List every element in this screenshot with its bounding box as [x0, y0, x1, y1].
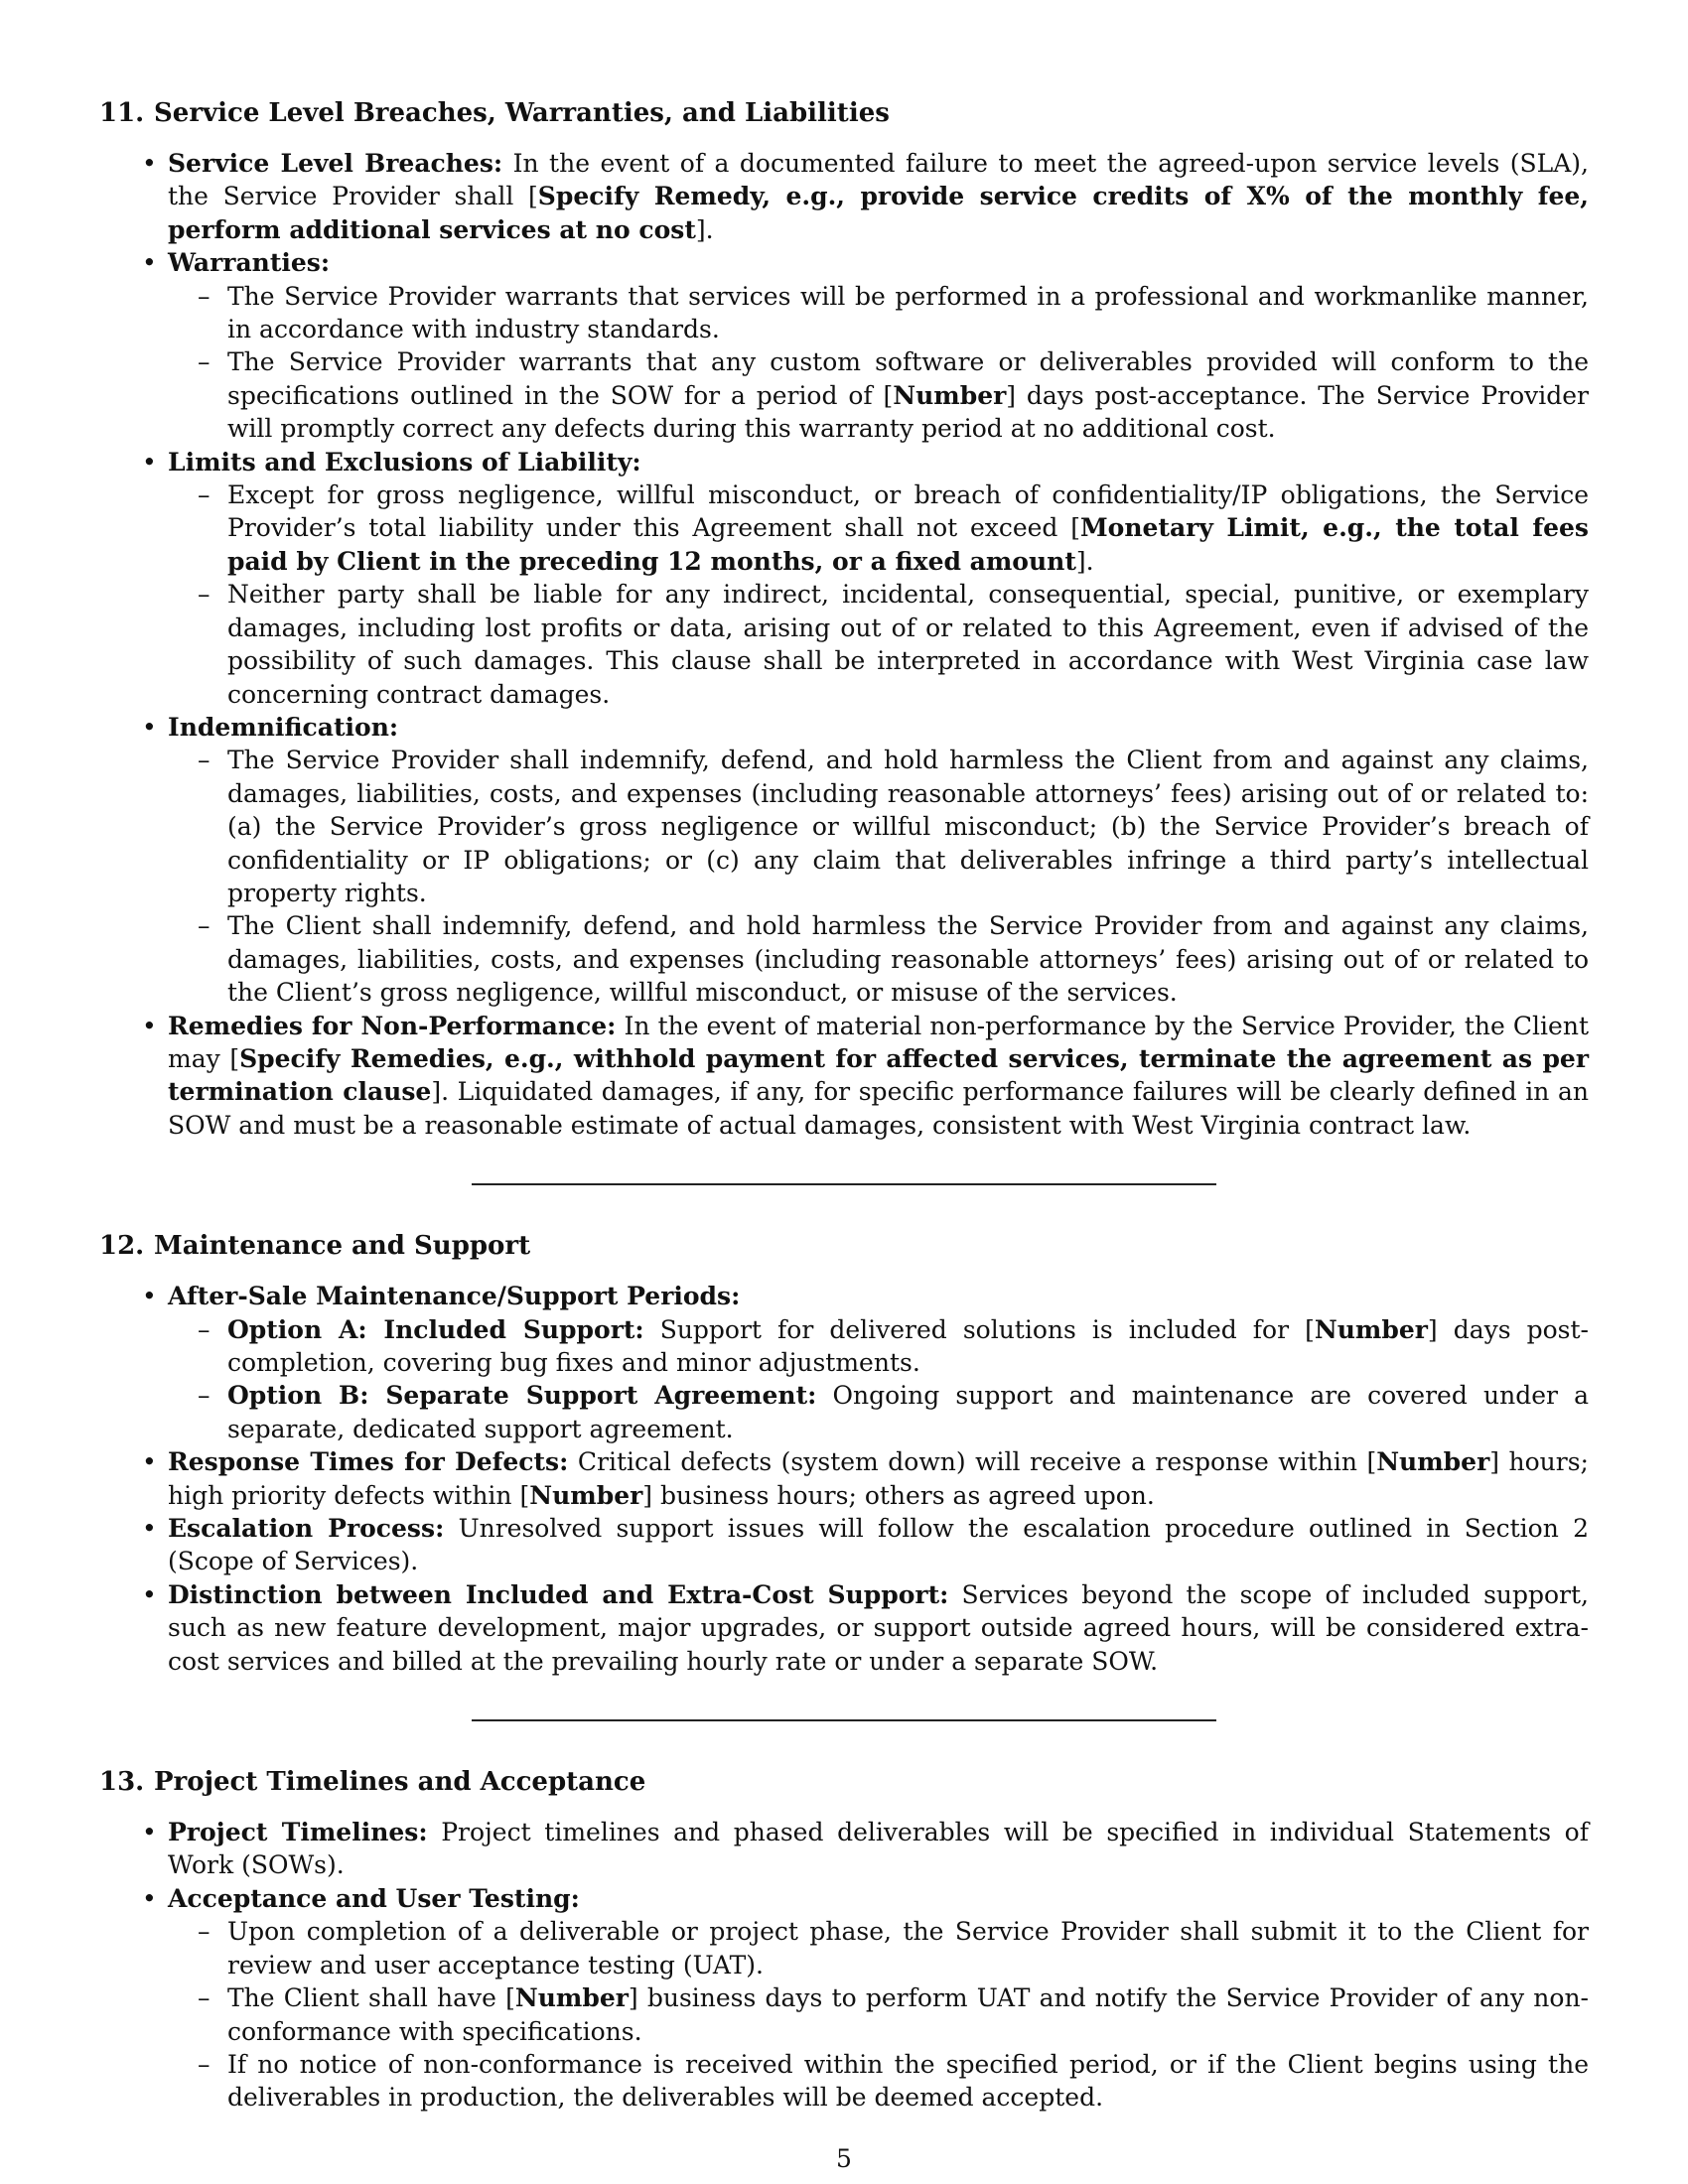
- sub-item: – The Service Provider warrants that any custom software or deliverables provided will conform to the specifications outlined in the SOW for a period of [Number] days post-acceptance. The Service Provider will promptly correct any defects during this warranty period at no additional cost.: [227, 345, 1589, 445]
- item-label: Remedies for Non-Performance:: [168, 1011, 617, 1040]
- sub-item: – Neither party shall be liable for any indirect, incidental, consequential, special, punitive, or exemplary damages, including lost profits or data, arising out of or related to this Agreement, even if advised of the possibility of such damages. This clause shall be interpreted in accordance with West Virginia case law concerning contract damages.: [227, 578, 1589, 711]
- item-label: Indemnification:: [168, 712, 399, 742]
- placeholder-text: Number: [514, 1983, 629, 2013]
- placeholder-text: Number: [529, 1480, 643, 1510]
- sub-item: – If no notice of non-conformance is received within the specified period, or if the Client begins using the deliverables in production, the deliverables will be deemed accepted.: [227, 2048, 1589, 2115]
- list-item: • Service Level Breaches: In the event of a documented failure to meet the agreed-upon service levels (SLA), the Service Provider shall [Specify Remedy, e.g., provide service credits of X% of the monthly fee, perform additional services at no cost].: [168, 147, 1589, 246]
- sub-item: – The Service Provider shall indemnify, defend, and hold harmless the Client from and against any claims, damages, liabilities, costs, and expenses (including reasonable attorneys’ fees) arising out of or related to: (a) the Service Provider’s gross negligence or willful misconduct; (b) the Service Provider’s breach of confidentiality or IP obligations; or (c) any claim that deliverables infringe a third party’s intellectual property rights.: [227, 744, 1589, 909]
- list-item: [168, 446, 1589, 711]
- placeholder-text: Specify Remedies, e.g., withhold payment for affected services, terminate the agreement as per termination clause: [168, 1043, 1589, 1107]
- bullet-list: [99, 1816, 1589, 2115]
- section-13: [99, 1766, 1589, 2115]
- list-item: [168, 711, 1589, 1010]
- placeholder-text: Number: [893, 380, 1007, 410]
- item-label: Option B: Separate Support Agreement:: [227, 1381, 817, 1411]
- sub-list: [168, 478, 1589, 711]
- section-11: [99, 97, 1589, 1142]
- list-item: • Remedies for Non-Performance: In the event of material non-performance by the Service Provider, the Client may [Specify Remedies, e.g., withhold payment for affected services, terminate the agreement as per termination clause]. Liquidated damages, if any, for specific performance failures will be clearly defined in an SOW and must be a reasonable estimate of actual damages, consistent with West Virginia contract law.: [168, 1010, 1589, 1143]
- placeholder-text: Number: [1376, 1447, 1490, 1477]
- item-label: Project Timelines:: [168, 1818, 428, 1847]
- section-number: 11.: [99, 98, 145, 128]
- sub-item: – The Service Provider warrants that services will be performed in a professional and workmanlike manner, in accordance with industry standards.: [227, 280, 1589, 346]
- sub-list: [168, 1915, 1589, 2114]
- section-number: 12.: [99, 1231, 145, 1262]
- bullet-list: [99, 1280, 1589, 1678]
- list-item: • Distinction between Included and Extra-Cost Support: Services beyond the scope of included support, such as new feature development, major upgrades, or support outside agreed hours, will be considered extra-cost services and billed at the prevailing hourly rate or under a separate SOW.: [168, 1578, 1589, 1678]
- sub-item: – The Client shall have [Number] business days to perform UAT and notify the Service Provider of any non-conformance with specifications.: [227, 1981, 1589, 2048]
- item-label: Response Times for Defects:: [168, 1447, 569, 1477]
- section-title: Maintenance and Support: [154, 1231, 531, 1262]
- sub-list: [168, 1313, 1589, 1446]
- item-label: Option A: Included Support:: [227, 1314, 644, 1344]
- horizontal-divider: [472, 1719, 1216, 1721]
- item-label: Limits and Exclusions of Liability:: [168, 447, 641, 477]
- section-heading: [99, 1230, 1589, 1263]
- item-label: Warranties:: [168, 248, 331, 278]
- section-title: Project Timelines and Acceptance: [154, 1767, 646, 1798]
- placeholder-text: Monetary Limit, e.g., the total fees paid by Client in the preceding 12 months, or a fixed amount: [227, 513, 1590, 576]
- section-heading: [99, 1766, 1589, 1799]
- sub-list: [168, 744, 1589, 1009]
- document-page: [99, 97, 1589, 2115]
- list-item: [168, 1280, 1589, 1445]
- list-item: • Project Timelines: Project timelines and phased deliverables will be specified in individual Statements of Work (SOWs).: [168, 1816, 1589, 1882]
- item-label: Service Level Breaches:: [168, 149, 503, 178]
- item-label: Distinction between Included and Extra-Cost Support:: [168, 1579, 949, 1609]
- horizontal-divider: [472, 1183, 1216, 1185]
- item-label: Escalation Process:: [168, 1514, 445, 1544]
- list-item: • Escalation Process: Unresolved support issues will follow the escalation procedure outlined in Section 2 (Scope of Services).: [168, 1512, 1589, 1578]
- item-label: After-Sale Maintenance/Support Periods:: [168, 1282, 741, 1311]
- section-number: 13.: [99, 1767, 145, 1798]
- section-heading: [99, 97, 1589, 130]
- section-title: Service Level Breaches, Warranties, and Liabilities: [154, 98, 890, 128]
- bullet-list: [99, 147, 1589, 1142]
- sub-item: – Upon completion of a deliverable or project phase, the Service Provider shall submit it to the Client for review and user acceptance testing (UAT).: [227, 1915, 1589, 1981]
- sub-item: – Option B: Separate Support Agreement: Ongoing support and maintenance are covered under a separate, dedicated support agreement.: [227, 1379, 1589, 1445]
- list-item: [168, 1882, 1589, 2115]
- placeholder-text: Number: [1314, 1314, 1428, 1344]
- sub-list: [168, 280, 1589, 446]
- placeholder-text: Specify Remedy, e.g., provide service credits of X% of the monthly fee, perform additional services at no cost: [168, 182, 1589, 244]
- page-number: 5: [836, 2144, 852, 2173]
- list-item: • Response Times for Defects: Critical defects (system down) will receive a response within [Number] hours; high priority defects within [Number] business hours; others as agreed upon.: [168, 1445, 1589, 1512]
- sub-item: – The Client shall indemnify, defend, and hold harmless the Service Provider from and against any claims, damages, liabilities, costs, and expenses (including reasonable attorneys’ fees) arising out of or related to the Client’s gross negligence, willful misconduct, or misuse of the services.: [227, 909, 1589, 1009]
- list-item: [168, 246, 1589, 445]
- sub-item: – Option A: Included Support: Support for delivered solutions is included for [Number] days post-completion, covering bug fixes and minor adjustments.: [227, 1313, 1589, 1380]
- item-label: Acceptance and User Testing:: [168, 1883, 580, 1913]
- section-12: [99, 1230, 1589, 1678]
- sub-item: – Except for gross negligence, willful misconduct, or breach of confidentiality/IP obligations, the Service Provider’s total liability under this Agreement shall not exceed [Monetary Limit, e.g., the total fees paid by Client in the preceding 12 months, or a fixed amount].: [227, 478, 1589, 578]
